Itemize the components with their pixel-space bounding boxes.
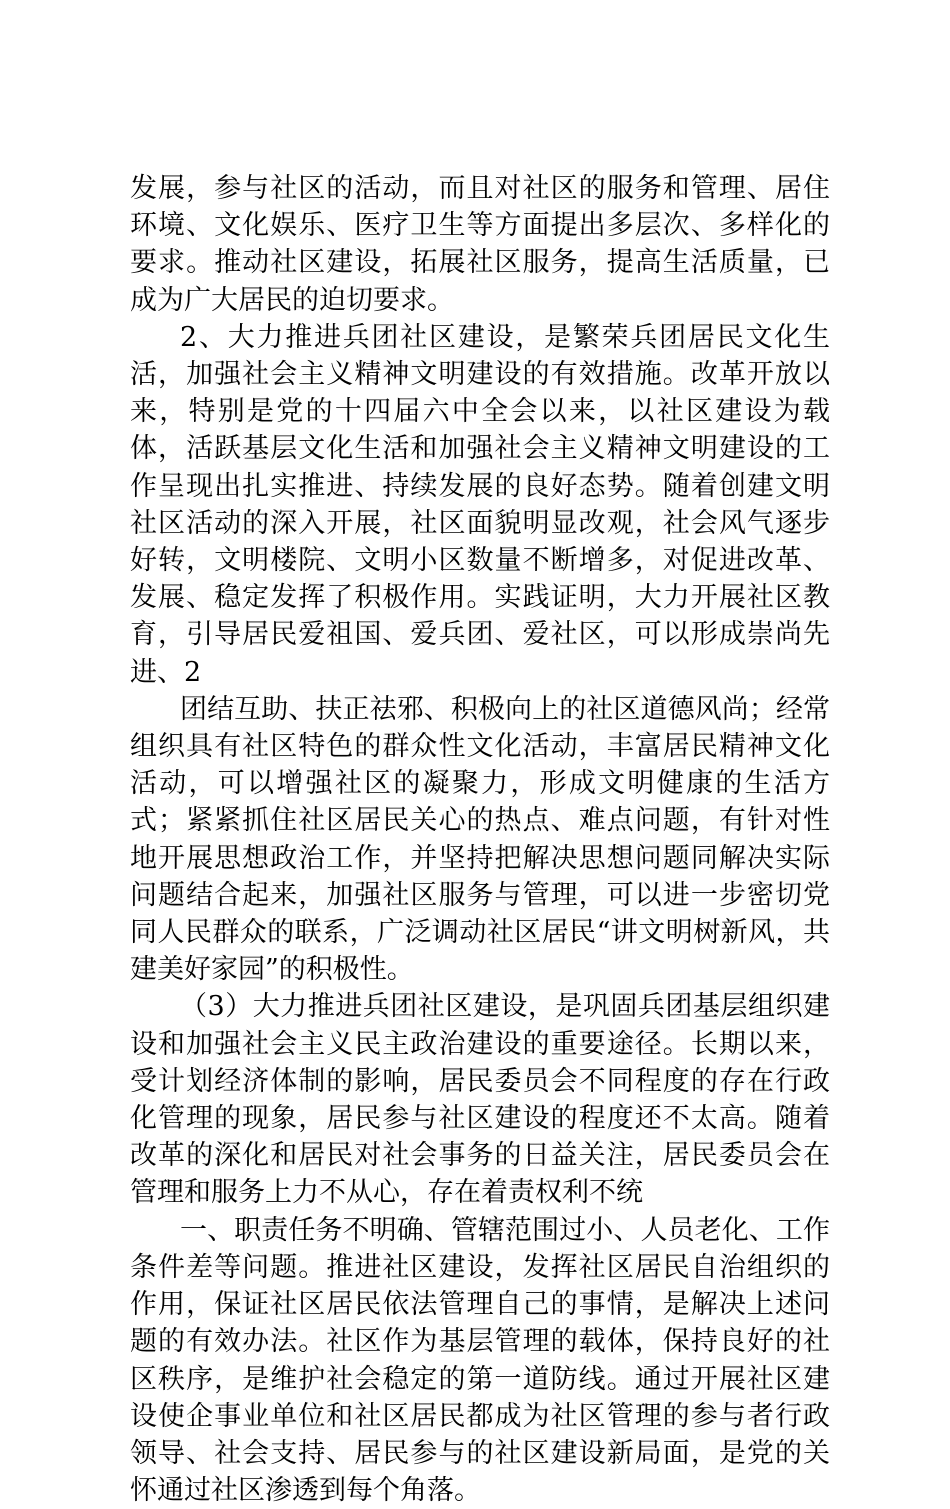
- paragraph-point-2: 2、大力推进兵团社区建设，是繁荣兵团居民文化生活，加强社会主义精神文明建设的有效措施。改革开放以来，特别是党的十四届六中全会以来，以社区建设为载体，活跃基层文化生活和加强社会主义精神文明建设的工作呈现出扎实推进、持续发展的良好态势。随着创建文明社区活动的深入开展，社区面貌明显改观，社会风气逐步好转，文明楼院、文明小区数量不断增多，对促进改革、发展、稳定发挥了积极作用。实践证明，大力开展社区教育，引导居民爱祖国、爱兵团、爱社区，可以形成崇尚先进、2: [130, 321, 830, 688]
- document-body: [130, 170, 830, 1509]
- paragraph-point-2-continued: 团结互助、扶正祛邪、积极向上的社区道德风尚；经常组织具有社区特色的群众性文化活动，丰富居民精神文化活动，可以增强社区的凝聚力，形成文明健康的生活方式；紧紧抓住社区居民关心的热点、难点问题，有针对性地开展思想政治工作，并坚持把解决思想问题同解决实际问题结合起来，加强社区服务与管理，可以进一步密切党同人民群众的联系，广泛调动社区居民“讲文明树新风，共建美好家园”的积极性。: [130, 693, 830, 986]
- paragraph-continuation: 发展，参与社区的活动，而且对社区的服务和管理、居住环境、文化娱乐、医疗卫生等方面提出多层次、多样化的要求。推动社区建设，拓展社区服务，提高生活质量，已成为广大居民的迫切要求。: [130, 173, 830, 316]
- paragraph-point-3-continued: 一、职责任务不明确、管辖范围过小、人员老化、工作条件差等问题。推进社区建设，发挥社区居民自治组织的作用，保证社区居民依法管理自己的事情，是解决上述问题的有效办法。社区作为基层管理的载体，保持良好的社区秩序，是维护社会稳定的第一道防线。通过开展社区建设使企事业单位和社区居民都成为社区管理的参与者行政领导、社会支持、居民参与的社区建设新局面，是党的关怀通过社区渗透到每个角落。: [130, 1214, 830, 1507]
- paragraph-point-3: （3）大力推进兵团社区建设，是巩固兵团基层组织建设和加强社会主义民主政治建设的重要途径。长期以来，受计划经济体制的影响，居民委员会不同程度的存在行政化管理的现象，居民参与社区建设的程度还不太高。随着改革的深化和居民对社会事务的日益关注，居民委员会在管理和服务上力不从心，存在着责权利不统: [130, 991, 830, 1209]
